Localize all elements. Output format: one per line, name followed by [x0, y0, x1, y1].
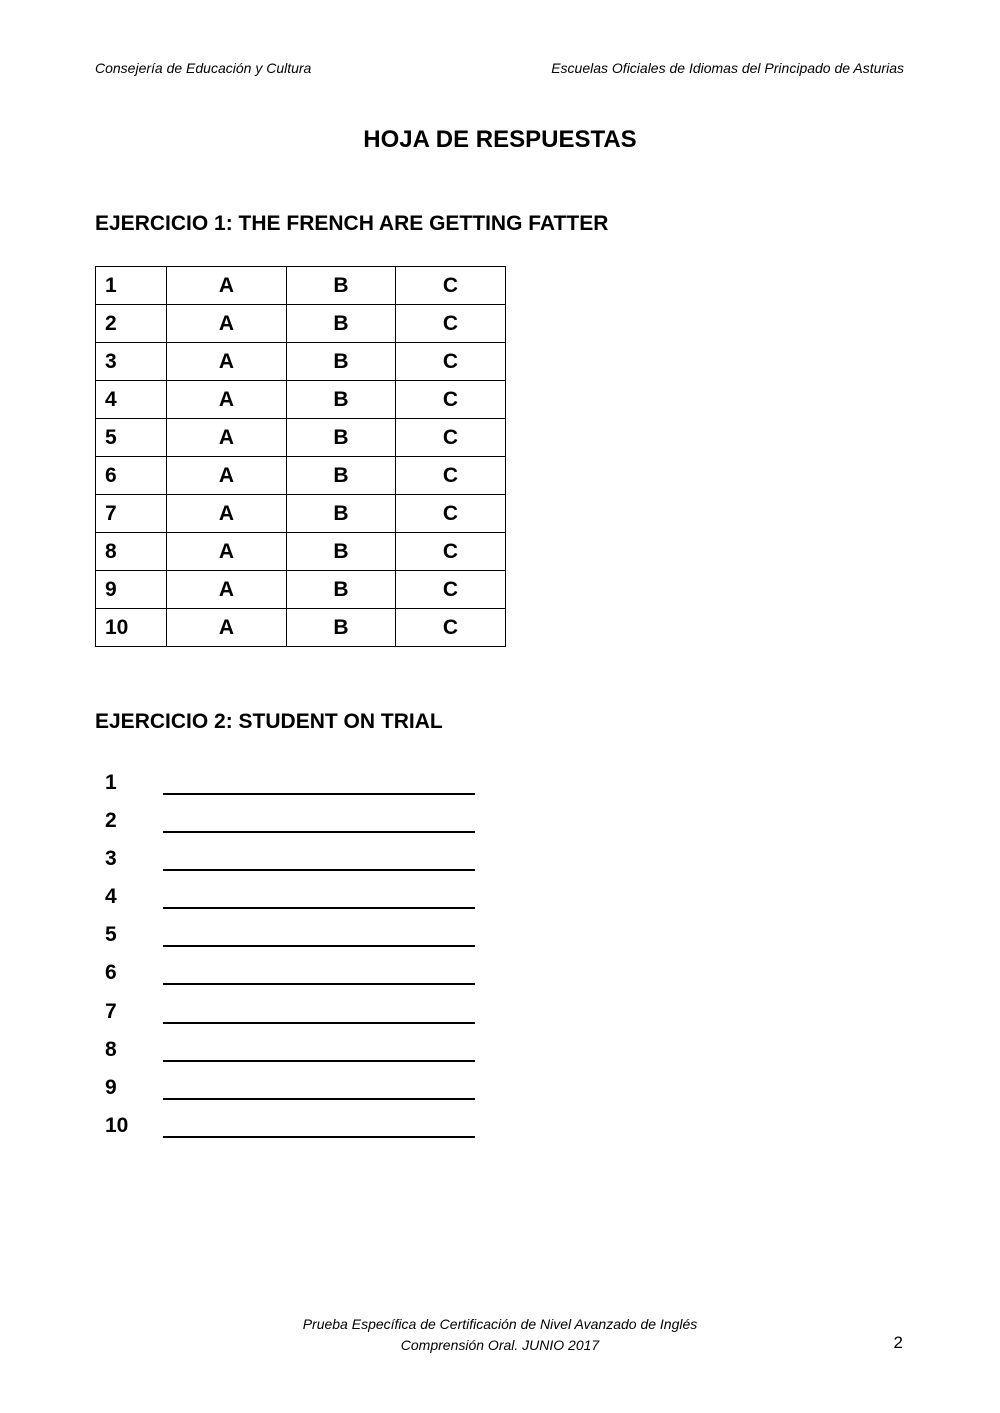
table-row	[96, 609, 506, 647]
answer-blank-line[interactable]	[163, 907, 475, 909]
exercise1-title: EJERCICIO 1: THE FRENCH ARE GETTING FATTER	[95, 212, 609, 235]
item-number: 4	[105, 885, 117, 909]
option-b[interactable]: B	[287, 533, 396, 571]
item-number: 10	[105, 1113, 129, 1137]
footer	[0, 1314, 1000, 1356]
option-a[interactable]: A	[167, 343, 287, 381]
option-a[interactable]: A	[167, 457, 287, 495]
option-c[interactable]: C	[396, 533, 506, 571]
answer-blank-line[interactable]	[163, 831, 475, 833]
option-b[interactable]: B	[287, 305, 396, 343]
option-a[interactable]: A	[167, 571, 287, 609]
option-c[interactable]: C	[396, 305, 506, 343]
question-number: 1	[96, 267, 167, 305]
option-b[interactable]: B	[287, 419, 396, 457]
table-row	[96, 305, 506, 343]
option-c[interactable]: C	[396, 457, 506, 495]
item-number: 3	[105, 847, 117, 871]
option-b[interactable]: B	[287, 571, 396, 609]
table-row	[96, 267, 506, 305]
option-a[interactable]: A	[167, 267, 287, 305]
option-a[interactable]: A	[167, 381, 287, 419]
option-a[interactable]: A	[167, 609, 287, 647]
answer-blank-line[interactable]	[163, 1098, 475, 1100]
header-left: Consejería de Educación y Cultura	[95, 60, 312, 76]
footer-line-2: Comprensión Oral. JUNIO 2017	[400, 1337, 600, 1353]
table-row	[96, 343, 506, 381]
question-number: 8	[96, 533, 167, 571]
exercise2-title: EJERCICIO 2: STUDENT ON TRIAL	[95, 710, 443, 733]
question-number: 5	[96, 419, 167, 457]
option-b[interactable]: B	[287, 381, 396, 419]
option-a[interactable]: A	[167, 495, 287, 533]
question-number: 2	[96, 305, 167, 343]
option-c[interactable]: C	[396, 495, 506, 533]
item-number: 9	[105, 1075, 117, 1099]
table-row	[96, 533, 506, 571]
option-c[interactable]: C	[396, 571, 506, 609]
option-b[interactable]: B	[287, 267, 396, 305]
item-number: 8	[105, 1037, 117, 1061]
option-c[interactable]: C	[396, 267, 506, 305]
answer-blank-line[interactable]	[163, 945, 475, 947]
item-number: 5	[105, 923, 117, 947]
question-number: 6	[96, 457, 167, 495]
table-row	[96, 419, 506, 457]
footer-line-1: Prueba Específica de Certificación de Nivel Avanzado de Inglés	[302, 1316, 698, 1332]
option-b[interactable]: B	[287, 609, 396, 647]
option-c[interactable]: C	[396, 609, 506, 647]
answer-blank-line[interactable]	[163, 1136, 475, 1138]
option-b[interactable]: B	[287, 457, 396, 495]
option-c[interactable]: C	[396, 419, 506, 457]
table-row	[96, 381, 506, 419]
table-row	[96, 495, 506, 533]
question-number: 4	[96, 381, 167, 419]
answer-blank-line[interactable]	[163, 793, 475, 795]
page-number: 2	[893, 1333, 903, 1352]
option-a[interactable]: A	[167, 305, 287, 343]
answer-blank-line[interactable]	[163, 1060, 475, 1062]
table-row	[96, 571, 506, 609]
exercise1-answer-table	[95, 266, 506, 647]
option-c[interactable]: C	[396, 381, 506, 419]
answer-blank-line[interactable]	[163, 1022, 475, 1024]
option-a[interactable]: A	[167, 419, 287, 457]
page-title: HOJA DE RESPUESTAS	[363, 126, 637, 153]
header-right: Escuelas Oficiales de Idiomas del Principado de Asturias	[551, 60, 904, 76]
option-b[interactable]: B	[287, 495, 396, 533]
option-a[interactable]: A	[167, 533, 287, 571]
item-number: 7	[105, 999, 117, 1023]
item-number: 6	[105, 961, 117, 985]
question-number: 3	[96, 343, 167, 381]
item-number: 1	[105, 771, 117, 794]
answer-blank-line[interactable]	[163, 869, 475, 871]
answer-blank-line[interactable]	[163, 983, 475, 985]
question-number: 10	[96, 609, 167, 647]
item-number: 2	[105, 809, 117, 833]
table-row	[96, 457, 506, 495]
question-number: 7	[96, 495, 167, 533]
option-b[interactable]: B	[287, 343, 396, 381]
option-c[interactable]: C	[396, 343, 506, 381]
question-number: 9	[96, 571, 167, 609]
